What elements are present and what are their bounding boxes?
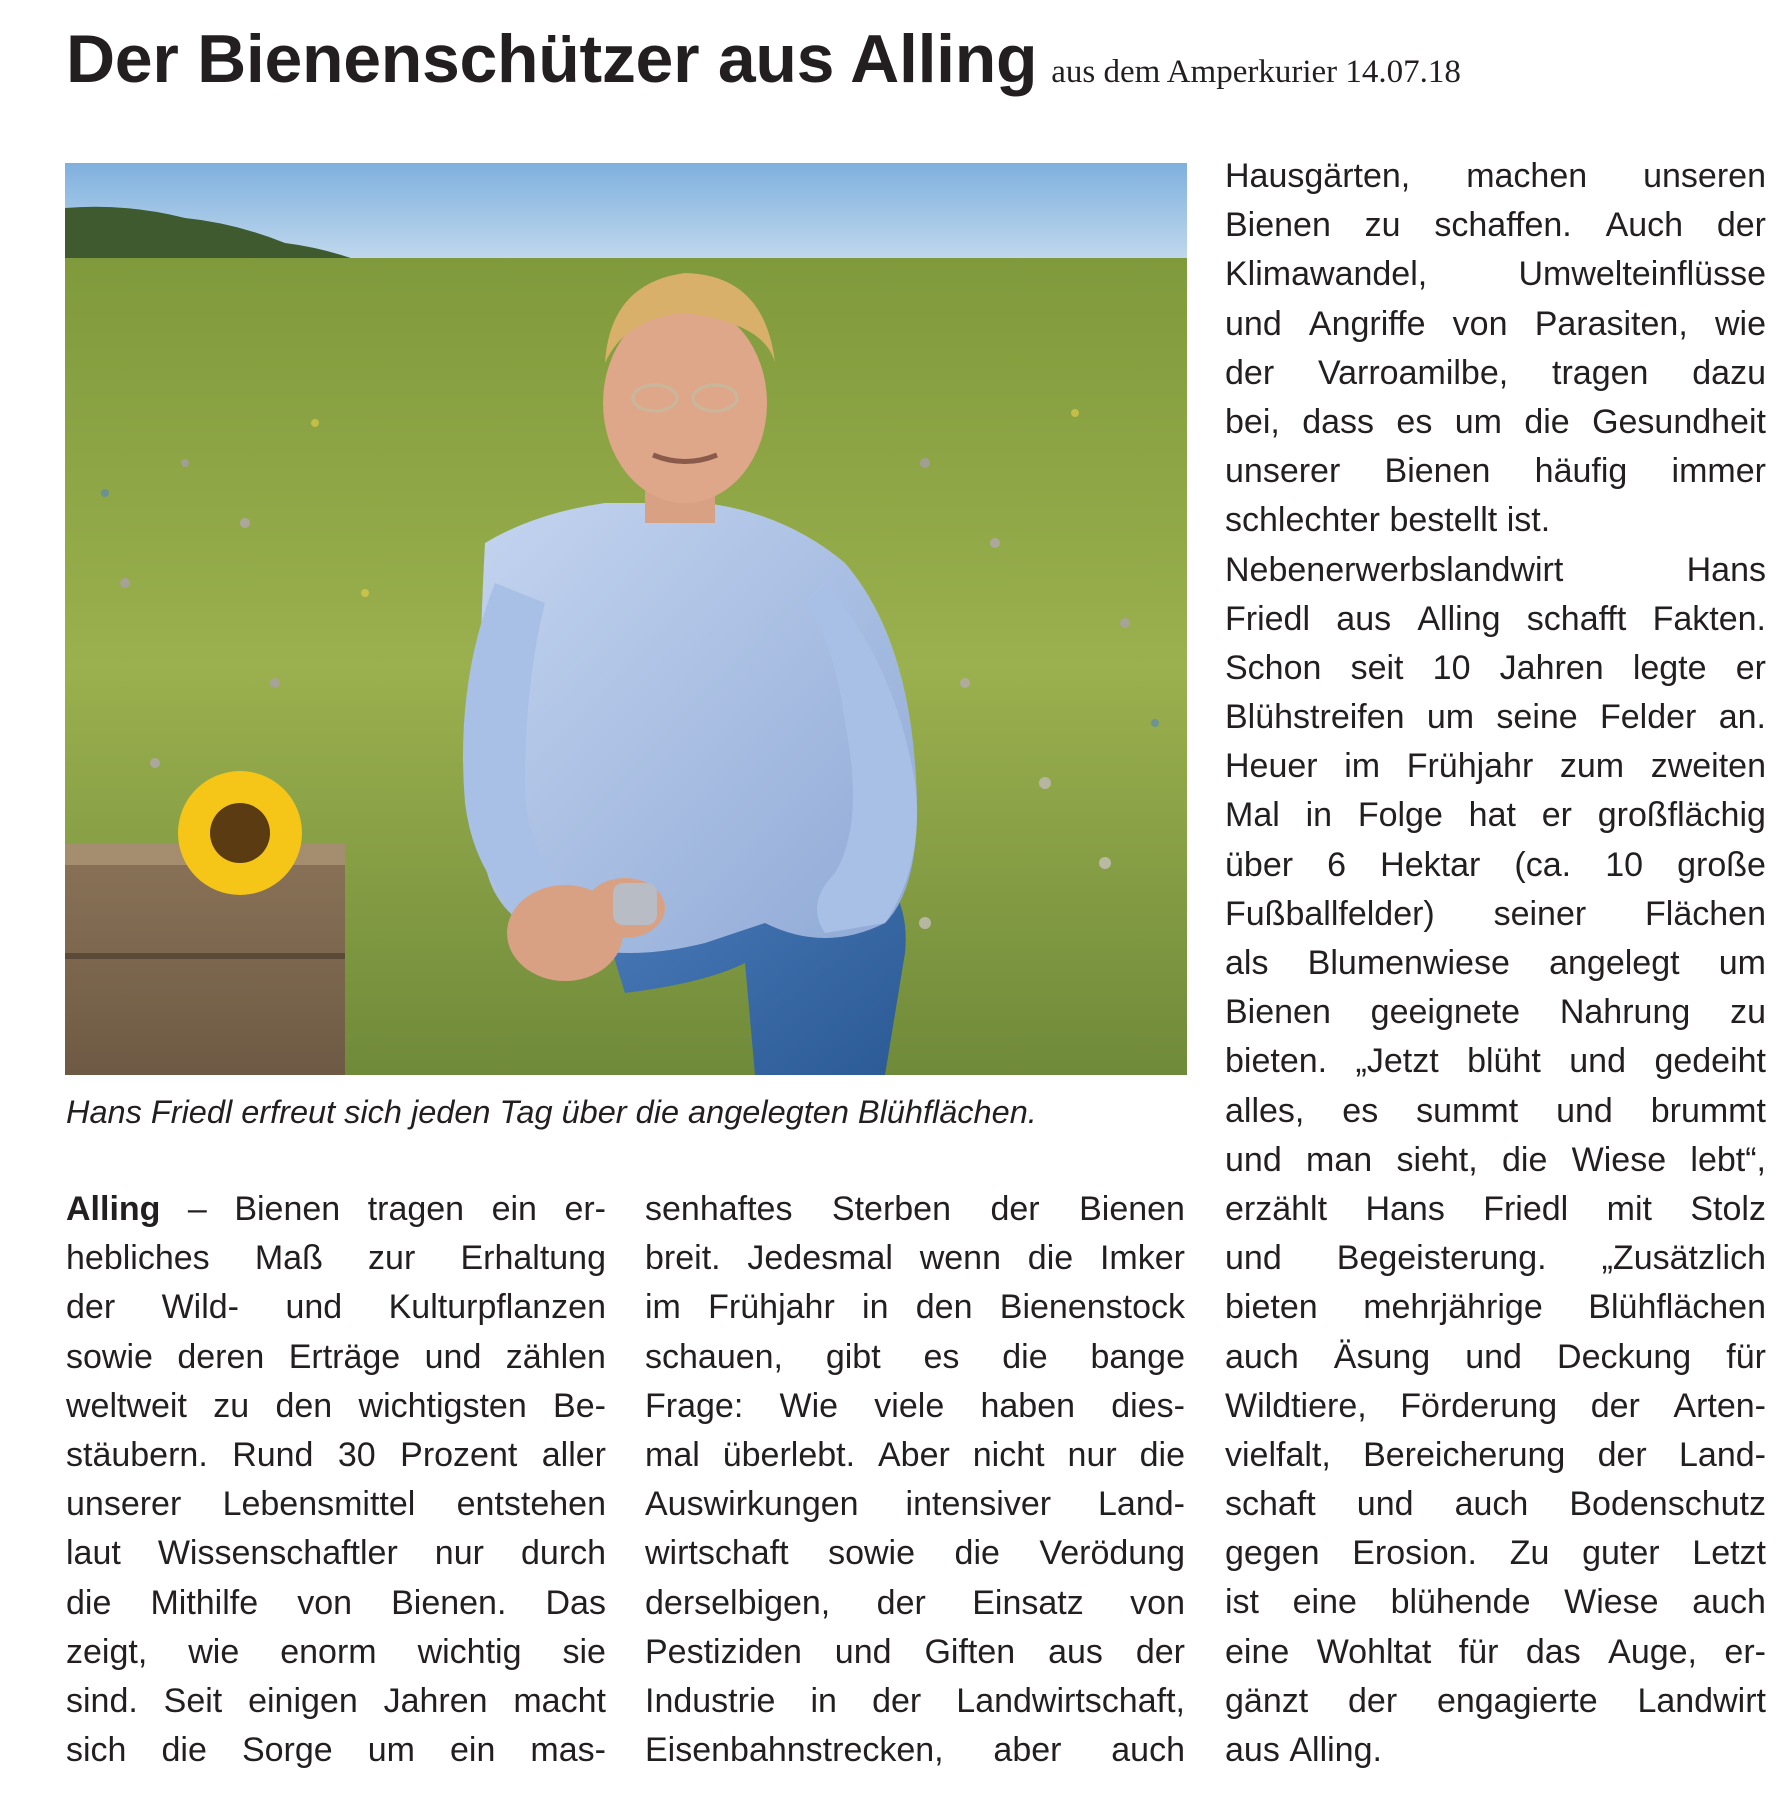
article-line: die Mithilfe von Bienen. Das [66,1583,606,1622]
article-line: Mal in Folge hat er großflächig [1225,796,1766,835]
article-line: vielfalt, Bereicherung der Land- [1225,1435,1766,1474]
article-line: Bienen zu schaffen. Auch der [1225,206,1766,245]
article-line: auch Äsung und Deckung für [1225,1337,1766,1376]
article-line: alles, es summt und brummt [1225,1091,1766,1130]
article-line: gänzt der engagierte Landwirt [1225,1681,1766,1720]
article-column-1 [66,1185,606,1775]
article-line: Auswirkungen intensiver Land- [645,1485,1185,1524]
article-line: gegen Erosion. Zu guter Letzt [1225,1534,1766,1573]
article-line: schlechter bestellt ist. [1225,501,1551,540]
article-line: schaft und auch Bodenschutz [1225,1485,1766,1524]
article-line: Pestiziden und Giften aus der [645,1632,1185,1671]
article-line: und Angriffe von Parasiten, wie [1225,304,1766,343]
article-line: unserer Lebensmittel entstehen [66,1485,606,1524]
article-line: Eisenbahnstrecken, aber auch [645,1731,1185,1770]
article-line: als Blumenwiese angelegt um [1225,944,1766,982]
article-line: breit. Jedesmal wenn die Imker [645,1239,1185,1278]
article-photo [65,163,1187,1075]
article-line: weltweit zu den wichtigsten Be- [66,1386,606,1425]
article-line: hebliches Maß zur Erhaltung [66,1239,606,1278]
article-line: und man sieht, die Wiese lebt“, [1225,1140,1766,1179]
article-line: im Frühjahr in den Bienenstock [645,1288,1185,1327]
article-column-2 [645,1185,1185,1775]
article-line: derselbigen, der Einsatz von [645,1583,1185,1622]
article-line: wirtschaft sowie die Verödung [645,1534,1185,1573]
article-line: bieten. „Jetzt blüht und gedeiht [1225,1042,1766,1081]
article-line: schauen, gibt es die bange [645,1337,1185,1376]
dateline: Alling [66,1190,161,1228]
article-line: Blühstreifen um seine Felder an. [1225,698,1766,737]
article-line: mal überlebt. Aber nicht nur die [645,1435,1185,1474]
photo-caption: Hans Friedl erfreut sich jeden Tag über die angelegten Blühflächen. [66,1094,1037,1130]
article-line: stäubern. Rund 30 Prozent aller [66,1435,606,1474]
portrait-photo-icon [65,163,1187,1075]
article-line: Friedl aus Alling schafft Fakten. [1225,599,1766,638]
article-source: aus dem Amperkurier 14.07.18 [1051,54,1461,90]
article-line: sich die Sorge um ein mas- [66,1731,606,1770]
article-line: Hausgärten, machen unseren [1225,157,1766,195]
article-line: der Varroamilbe, tragen dazu [1225,353,1766,392]
article-line: Schon seit 10 Jahren legte er [1225,648,1766,687]
article-line: unserer Bienen häufig immer [1225,452,1766,491]
article-line: eine Wohltat für das Auge, er- [1225,1632,1766,1671]
article-line: Wildtiere, Förderung der Arten- [1225,1386,1766,1425]
article-line: Industrie in der Landwirtschaft, [645,1681,1185,1720]
article-line: über 6 Hektar (ca. 10 große [1225,845,1766,884]
article-line: zeigt, wie enorm wichtig sie [66,1632,606,1671]
article-line: ist eine blühende Wiese auch [1225,1583,1766,1622]
article-line: und Begeisterung. „Zusätzlich [1225,1239,1766,1278]
article-line: senhaftes Sterben der Bienen [645,1190,1185,1228]
article-line: erzählt Hans Friedl mit Stolz [1225,1189,1766,1228]
article-line: bei, dass es um die Gesundheit [1225,402,1766,441]
article-line: aus Alling. [1225,1731,1382,1769]
article-line: Klimawandel, Umwelteinflüsse [1225,255,1766,294]
article-line: Fußballfelder) seiner Flächen [1225,894,1766,933]
article-line: der Wild- und Kulturpflanzen [66,1288,606,1327]
article-line: Nebenerwerbslandwirt Hans [1225,550,1766,589]
article-line: laut Wissenschaftler nur durch [66,1534,606,1573]
headline [66,14,1461,104]
article-line: bieten mehrjährige Blühflächen [1225,1288,1766,1327]
article-line: sind. Seit einigen Jahren macht [66,1681,606,1720]
article-line: Heuer im Frühjahr zum zweiten [1225,747,1766,786]
article-title: Der Bienenschützer aus Alling [66,21,1038,97]
article-line: Alling – Bienen tragen ein er- [66,1185,606,1234]
article-line: Bienen geeignete Nahrung zu [1225,993,1766,1032]
article-line: Frage: Wie viele haben dies- [645,1386,1185,1425]
article-line: sowie deren Erträge und zählen [66,1337,606,1376]
article-column-3 [1225,152,1766,1775]
